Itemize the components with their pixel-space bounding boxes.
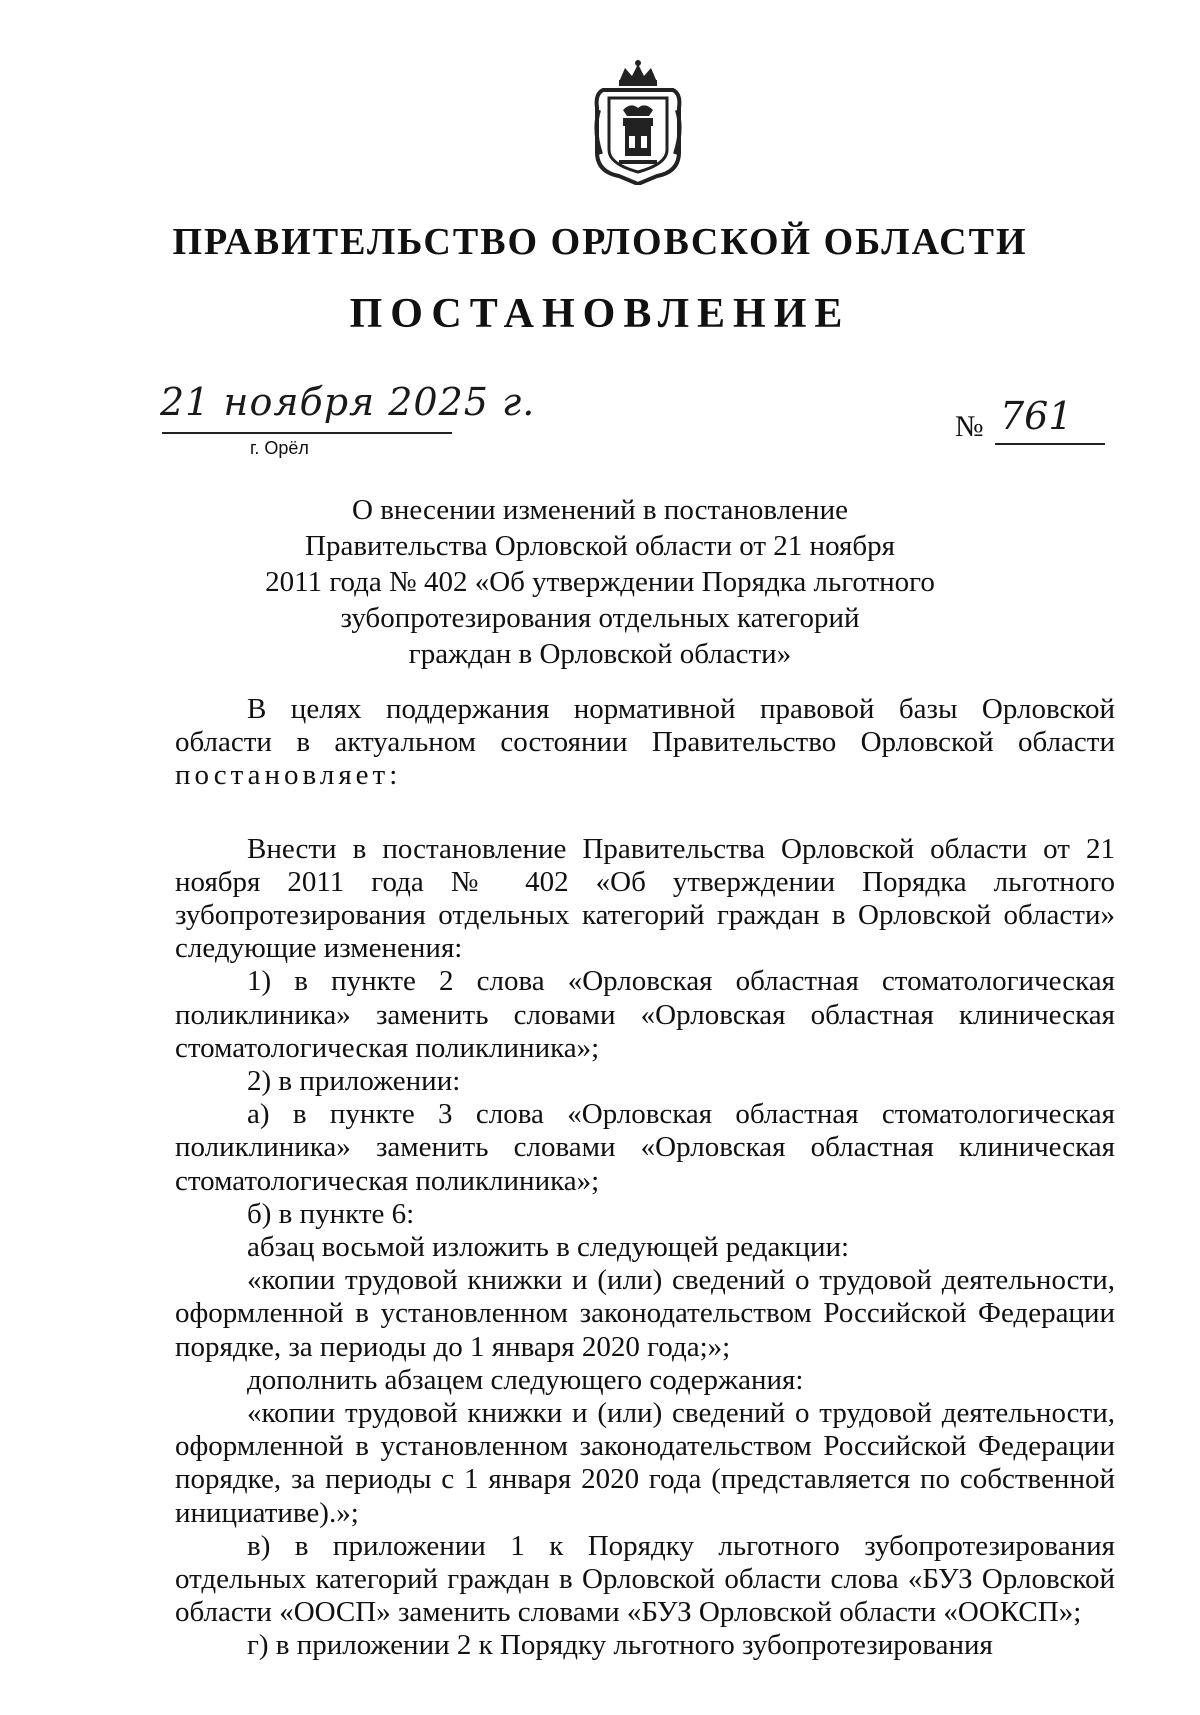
preamble-paragraph xyxy=(175,693,1115,793)
date-underline xyxy=(162,432,452,434)
number-underline xyxy=(995,443,1105,445)
body-paragraph: Внести в постановление Правительства Орловской области от 21 ноября 2011 года № 402 «Об утверждении Порядка льготного зубопротезирования отдельных категорий граждан в Орловской области» следующие изменения: xyxy=(175,832,1115,965)
body-paragraph: б) в пункте 6: xyxy=(247,1197,415,1230)
document-type-title: ПОСТАНОВЛЕНИЕ xyxy=(349,291,851,337)
handwritten-date: 21 ноября 2025 г. xyxy=(160,380,536,424)
body-paragraph: в) в приложении 1 к Порядку льготного зубопротезирования отдельных категорий граждан в Орловской области слова «БУЗ Орловской области «ООСП» заменить словами «БУЗ Орловской области «ООКСП»; xyxy=(175,1529,1115,1629)
preamble-keyword: постановляет: xyxy=(175,759,402,792)
city-label: г. Орёл xyxy=(250,438,309,458)
body-paragraph: 1) в пункте 2 слова «Орловская областная стоматологическая поликлиника» заменить словами «Орловская областная клиническая стоматологическая поликлиника»; xyxy=(175,965,1115,1064)
government-title: ПРАВИТЕЛЬСТВО ОРЛОВСКОЙ ОБЛАСТИ xyxy=(172,221,1028,263)
subject-line: граждан в Орловской области» xyxy=(408,638,792,670)
subject-line: зубопротезирования отдельных категорий xyxy=(340,602,860,634)
number-label: № xyxy=(955,410,984,443)
body-paragraph: «копии трудовой книжки и (или) сведений о трудовой деятельности, оформленной в установленном законодательством Российской Федерации порядке, за периоды с 1 января 2020 года (представляется по собственной инициативе).»; xyxy=(175,1397,1115,1529)
body-paragraph: 2) в приложении: xyxy=(247,1065,461,1098)
body-paragraph: дополнить абзацем следующего содержания: xyxy=(247,1363,804,1396)
subject-line: 2011 года № 402 «Об утверждении Порядка льготного xyxy=(265,566,935,598)
body-paragraph: абзац восьмой изложить в следующей редакции: xyxy=(247,1231,850,1264)
coat-of-arms-icon xyxy=(589,60,687,185)
document-body xyxy=(175,693,1115,1663)
preamble-text: В целях поддержания нормативной правовой базы Орловской области в актуальном состоянии Правительство Орловской области xyxy=(175,693,1115,759)
body-paragraph: «копии трудовой книжки и (или) сведений о трудовой деятельности, оформленной в установленном законодательством Российской Федерации порядке, за периоды до 1 января 2020 года;»; xyxy=(175,1264,1115,1363)
handwritten-number: 761 xyxy=(1000,394,1073,438)
body-paragraph: а) в пункте 3 слова «Орловская областная стоматологическая поликлиника» заменить словами «Орловская областная клиническая стоматологическая поликлиника»; xyxy=(175,1098,1115,1197)
subject-line: О внесении изменений в постановление xyxy=(352,494,848,526)
body-paragraph: г) в приложении 2 к Порядку льготного зубопротезирования xyxy=(247,1629,993,1662)
document-subject xyxy=(250,492,950,672)
coat-of-arms-emblem xyxy=(589,60,687,185)
subject-line: Правительства Орловской области от 21 ноября xyxy=(305,530,895,562)
